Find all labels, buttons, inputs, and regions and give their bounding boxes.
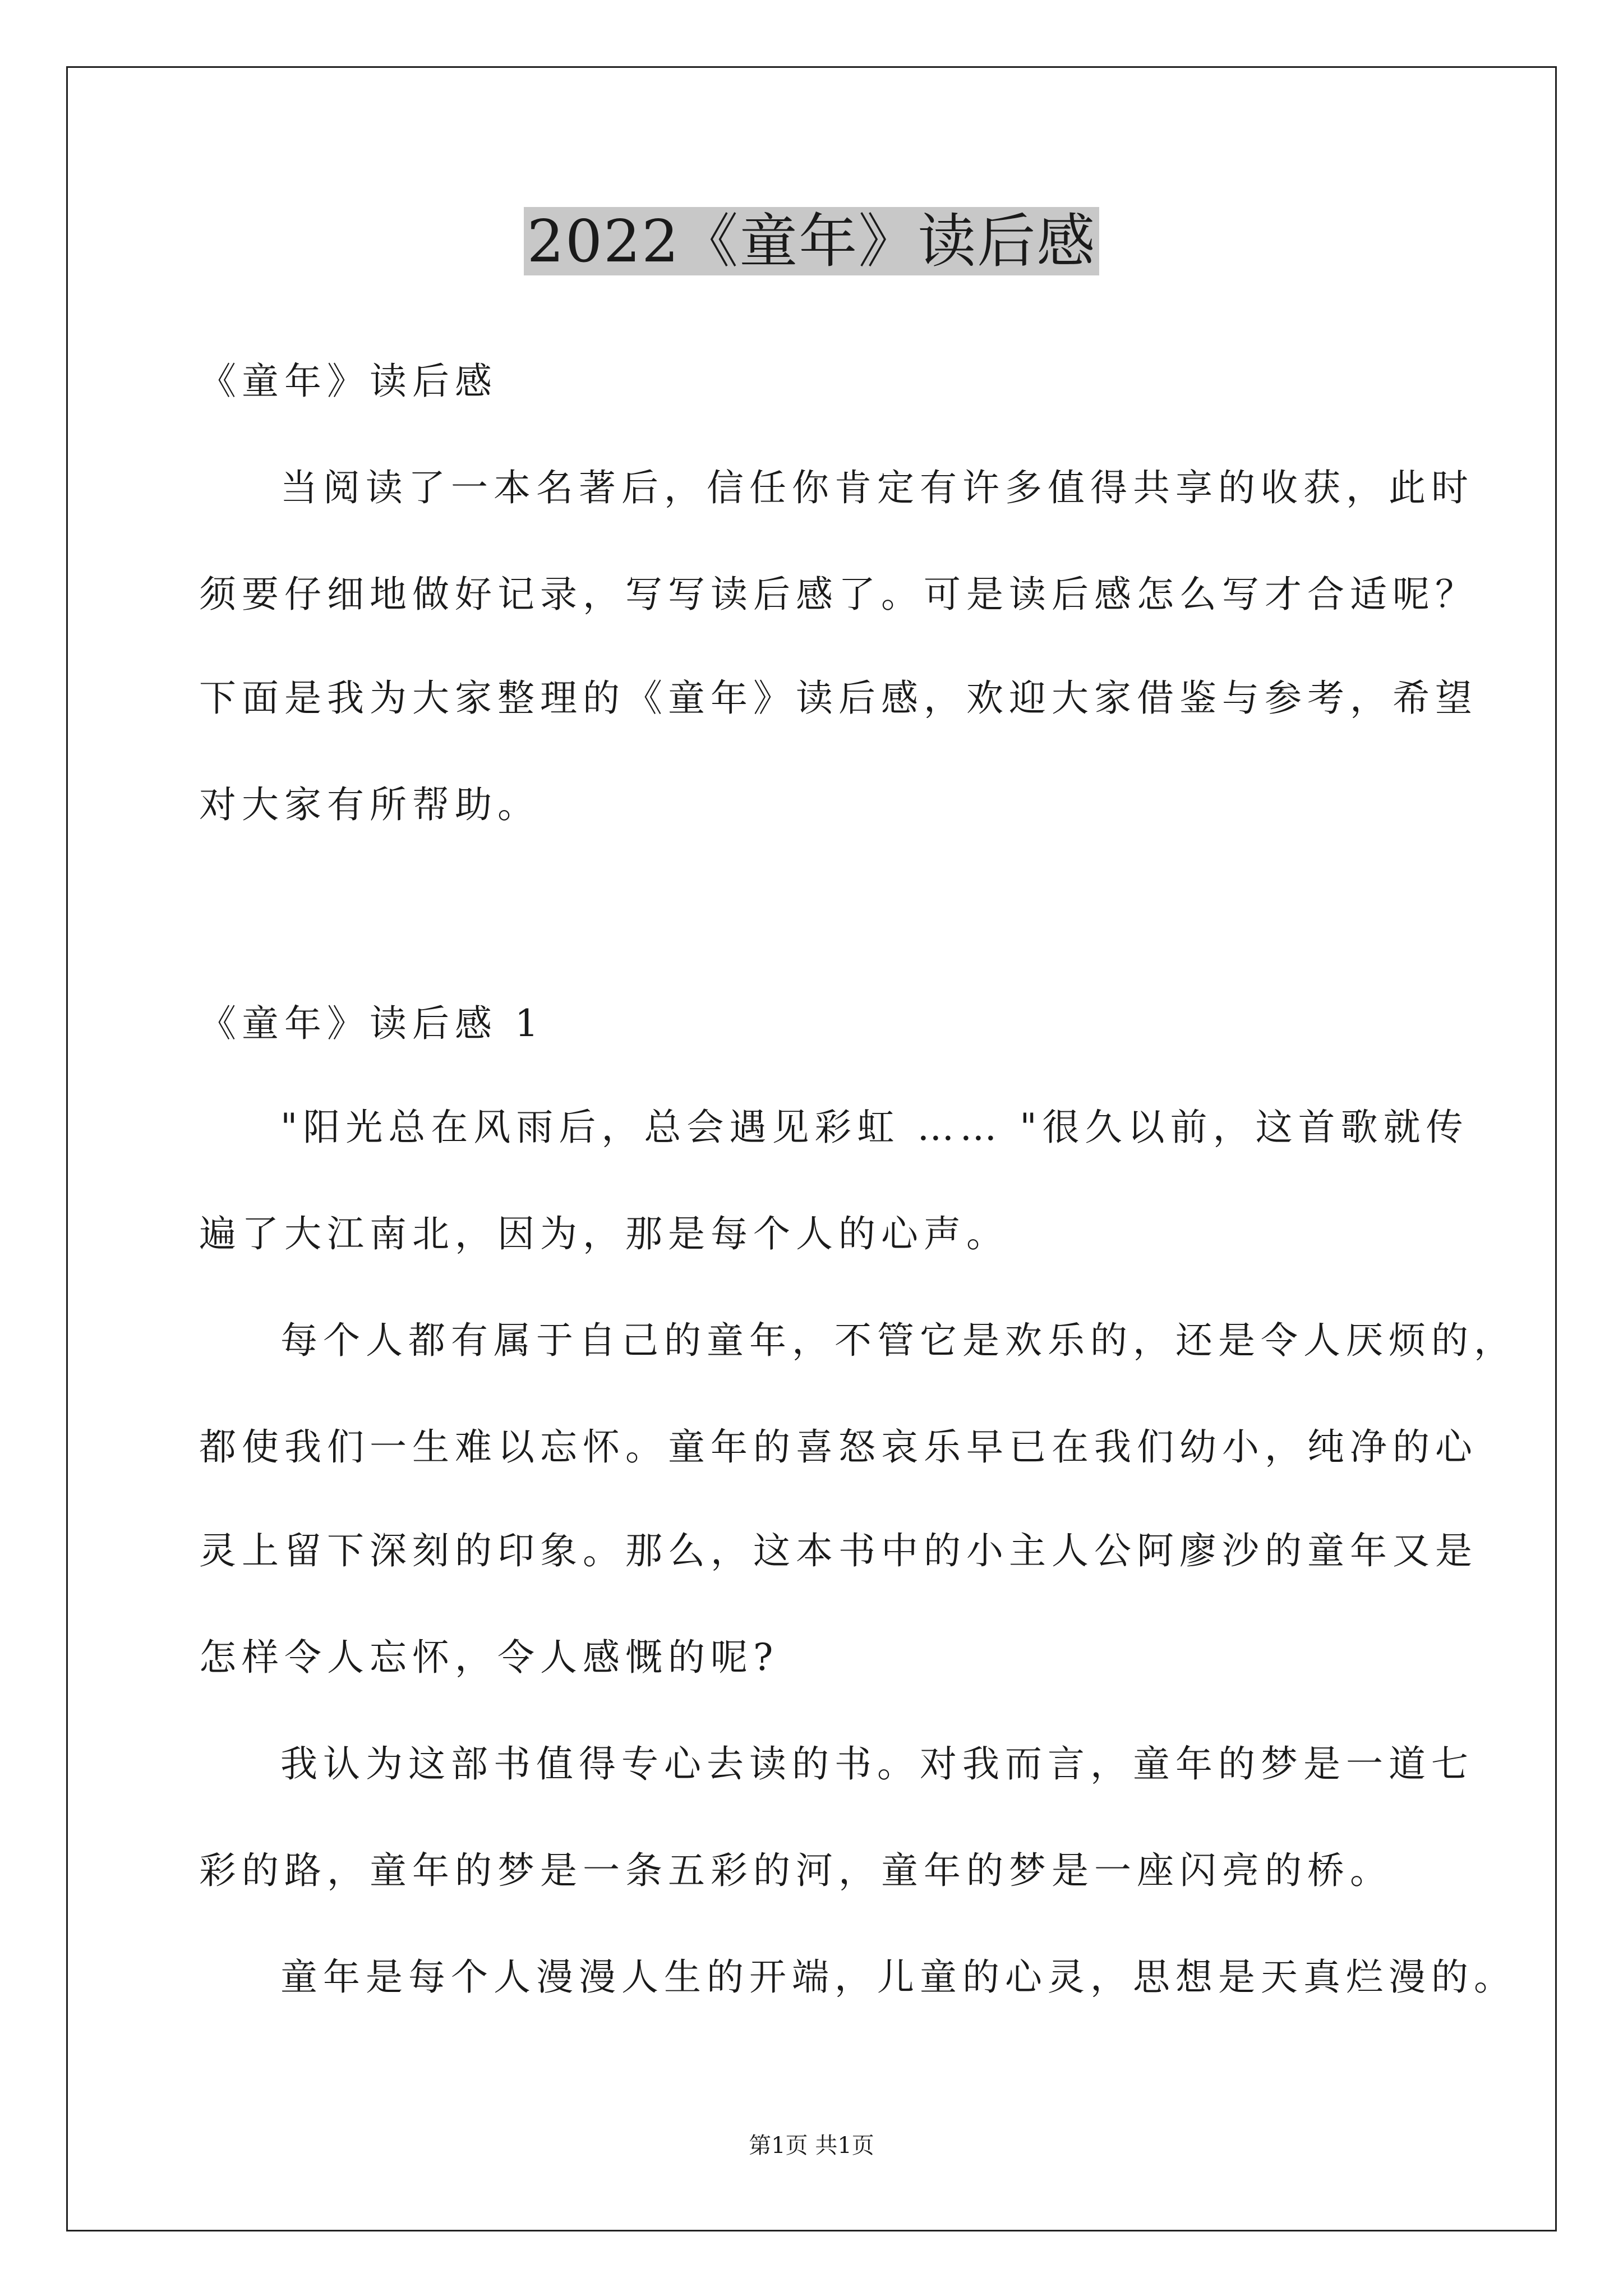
paragraph-line: 我认为这部书值得专心去读的书。对我而言，童年的梦是一道七 — [280, 1742, 1474, 1786]
paragraph-line: 都使我们一生难以忘怀。童年的喜怒哀乐早已在我们幼小，纯净的心 — [199, 1425, 1478, 1469]
intro-line: 须要仔细地做好记录，写写读后感了。可是读后感怎么写才合适呢？ — [199, 573, 1478, 616]
intro-heading: 《童年》读后感 — [199, 360, 497, 403]
paragraph-line: 灵上留下深刻的印象。那么，这本书中的小主人公阿廖沙的童年又是 — [199, 1529, 1478, 1572]
document-title-text: 2022《童年》读后感 — [524, 207, 1100, 275]
paragraph-line: 遍了大江南北，因为，那是每个人的心声。 — [199, 1212, 1009, 1255]
paragraph-line: 彩的路，童年的梦是一条五彩的河，童年的梦是一座闪亮的桥。 — [199, 1849, 1393, 1892]
section-heading: 《童年》读后感 1 — [199, 1002, 544, 1045]
paragraph-line: 怎样令人忘怀，令人感慨的呢? — [199, 1636, 779, 1679]
paragraph-line: "阳光总在风雨后，总会遇见彩虹 …… "很久以前，这首歌就传 — [280, 1106, 1469, 1149]
intro-line: 下面是我为大家整理的《童年》读后感，欢迎大家借鉴与参考，希望 — [199, 677, 1478, 720]
paragraph-line: 童年是每个人漫漫人生的开端，儿童的心灵，思想是天真烂漫的。 — [280, 1955, 1516, 1999]
page-footer: 第1页 共1页 — [749, 2133, 874, 2159]
document-title — [0, 205, 1623, 278]
intro-line: 对大家有所帮助。 — [199, 783, 540, 826]
intro-line: 当阅读了一本名著后，信任你肯定有许多值得共享的收获，此时 — [280, 466, 1474, 509]
paragraph-line: 每个人都有属于自己的童年，不管它是欢乐的，还是令人厌烦的， — [280, 1319, 1516, 1362]
